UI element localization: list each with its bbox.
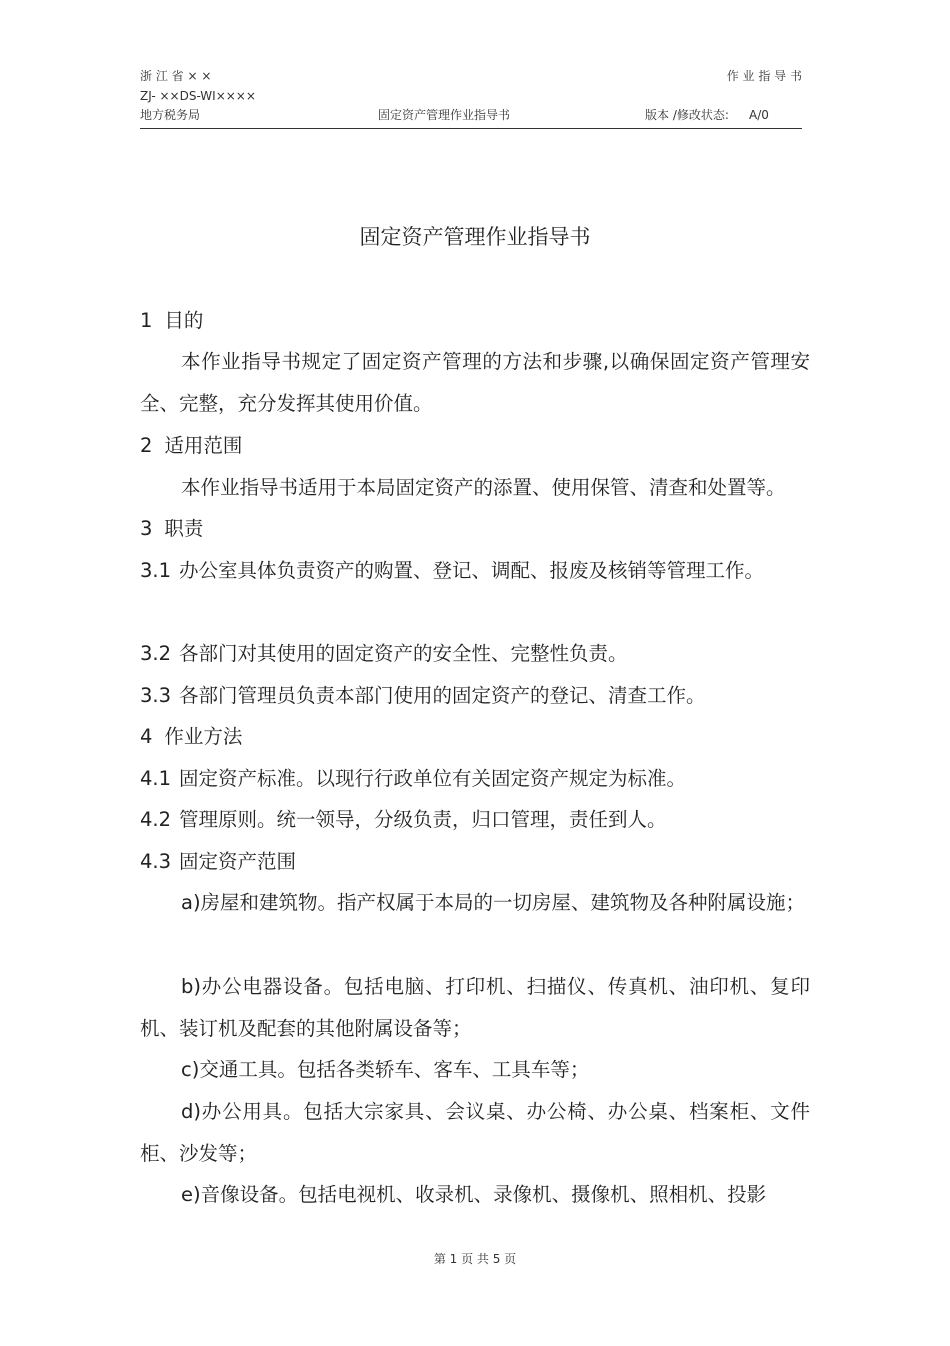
section-number: 1 [140,309,153,332]
clause [140,841,810,883]
section-number: 2 [140,434,153,457]
list-item: c)交通工具。包括各类轿车、客车、工具车等； [181,1058,590,1081]
clause [140,675,810,717]
clause-number: 4.3 [140,850,172,873]
page-footer: 第 1 页 共 5 页 [433,1252,517,1266]
section-text: 职责 [164,517,204,540]
clause-text: 各部门管理员负责本部门使用的固定资产的登记、清查工作。 [179,684,706,707]
section-number: 3 [140,517,153,540]
section-heading [140,716,810,758]
header-doc-name: 固定资产管理作业指导书 [378,108,511,122]
header-rule [140,128,802,129]
section-heading [140,425,810,467]
section-text: 作业方法 [164,725,243,748]
clause-number: 3.3 [140,684,172,707]
section-number: 4 [140,725,153,748]
clause [140,758,810,800]
clause-text: 管理原则。统一领导，分级负责，归口管理，责任到人。 [179,808,667,831]
header-version-value: A/0 [749,108,769,122]
header-doc-type: 作 业 指 导 书 [726,69,802,83]
section-text: 适用范围 [164,434,243,457]
paragraph: 本作业指导书规定了固定资产管理的方法和步骤,以确保固定资产管理安全、完整，充分发挥其使用价值。 [140,350,810,415]
clause-text: 固定资产范围 [179,850,297,873]
list-item: b)办公电器设备。包括电脑、打印机、扫描仪、传真机、油印机、复印机、装订机及配套的其他附属设备等； [140,975,810,1040]
header-code: ZJ- ××DS-WI×××× [140,89,256,103]
document-title: 固定资产管理作业指导书 [359,225,591,249]
header-version-label: 版本 /修改状态: [645,108,729,122]
clause-number: 3.1 [140,559,172,582]
clause-text: 办公室具体负责资产的购置、登记、调配、报废及核销等管理工作。 [179,559,765,582]
clause-text: 固定资产标准。以现行行政单位有关固定资产规定为标准。 [179,767,687,790]
paragraph: 本作业指导书适用于本局固定资产的添置、使用保管、清查和处置等。 [181,476,786,499]
section-heading [140,508,810,550]
clause-number: 3.2 [140,642,172,665]
clause [140,550,780,592]
clause-number: 4.2 [140,808,172,831]
section-text: 目的 [164,309,204,332]
section-heading [140,300,810,342]
header-province: 浙 江 省 × × [140,69,212,83]
clause [140,799,810,841]
clause [140,633,810,675]
clause-number: 4.1 [140,767,172,790]
clause-text: 各部门对其使用的固定资产的安全性、完整性负责。 [179,642,628,665]
header-bureau: 地方税务局 [140,108,201,122]
list-item: d)办公用具。包括大宗家具、会议桌、办公椅、办公桌、档案柜、文件柜、沙发等； [140,1100,810,1165]
list-item: e)音像设备。包括电视机、收录机、录像机、摄像机、照相机、投影 [181,1183,767,1206]
list-item: a)房屋和建筑物。指产权属于本局的一切房屋、建筑物及各种附属设施； [181,891,806,914]
